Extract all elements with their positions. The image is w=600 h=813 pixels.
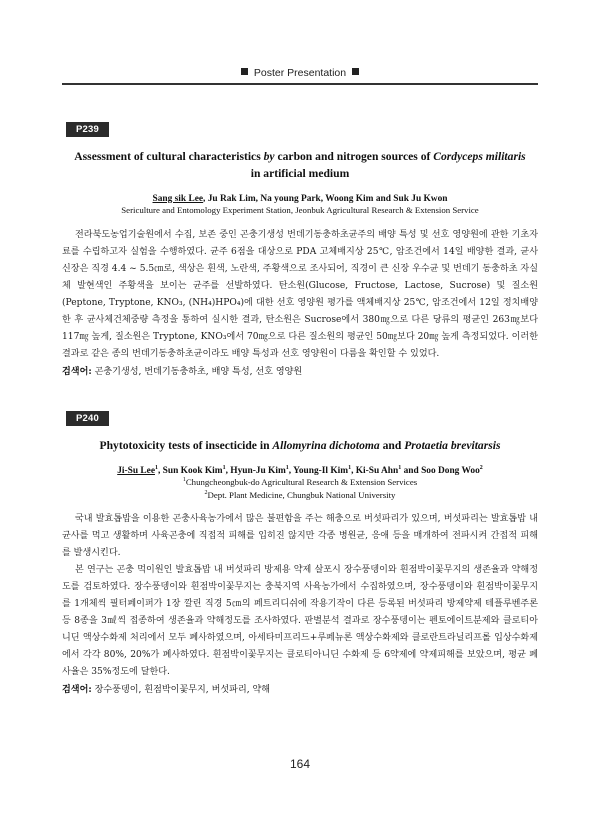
abstract-p240 — [62, 406, 538, 699]
page-header — [62, 67, 538, 79]
co-author: Ki-Su Ahn — [355, 466, 399, 476]
keywords-values: 장수풍뎅이, 흰점박이꽃무지, 버섯파리, 약해 — [91, 685, 271, 695]
abstract-code-badge: P239 — [66, 122, 109, 137]
presenting-author: Ji-Su Lee — [117, 466, 155, 476]
abstract-paragraph: 국내 발효톱밥을 이용한 곤충사육농가에서 많은 불편함을 주는 해충으로 버섯파리가 있으며, 버섯파리는 발효톱밥 내 균사를 먹고 생활하며 사육곤충에 직접적 피해를 입히진 않지만 각종 병원균, 응애 등을 매개하여 전파시켜 간접적 피해를 발생시킨다. — [62, 514, 538, 558]
keywords-values: 곤충기생성, 번데기동충하초, 배양 특성, 선호 영양원 — [91, 367, 303, 377]
affiliation: $^1$Chungcheongbuk-do Agricultural Research & Extension Services — [182, 477, 418, 487]
author-list — [62, 194, 538, 204]
affiliation: $^2$Dept. Plant Medicine, Chungbuk National University — [204, 490, 396, 500]
header-title: Poster Presentation — [253, 67, 347, 79]
co-authors: , Ju Rak Lim, Na young Park, Woong Kim and Suk Ju Kwon — [203, 194, 448, 204]
abstract-p239 — [62, 117, 538, 381]
keywords-label: 검색어: — [62, 366, 92, 377]
co-author: Hyun-Ju Kim — [230, 466, 286, 476]
square-bullet-icon — [241, 68, 248, 75]
abstract-body — [62, 227, 538, 363]
co-author: Sun Kook Kim — [162, 466, 223, 476]
abstract-title: Phytotoxicity tests of insecticide in Allomyrina dichotoma and Protaetia brevitarsis — [99, 439, 501, 452]
abstract-code-badge: P240 — [66, 411, 109, 426]
author-list: Ji-Su Lee$^1$, Sun Kook Kim$^1$, Hyun-Ju Kim$^1$, Young-Il Kim$^1$, Ki-Su Ahn$^1$ and Soo Dong Woo$^2$ — [117, 465, 483, 476]
co-author: Young-Il Kim — [293, 466, 349, 476]
square-bullet-icon — [352, 68, 359, 75]
affiliation: Sericulture and Entomology Experiment Station, Jeonbuk Agricultural Research & Extension Service — [121, 205, 479, 215]
keywords-label: 검색어: — [62, 684, 92, 695]
abstract-body — [62, 511, 538, 681]
co-author: Soo Dong Woo — [421, 466, 480, 476]
keywords-line — [62, 363, 538, 381]
keywords-line — [62, 681, 538, 699]
abstract-paragraph: 전라북도농업기술원에서 수집, 보존 중인 곤충기생성 번데기동충하초균주의 배양 특성 및 선호 영양원에 관한 기초자료를 수립하고자 실험을 수행하였다. 균주 6점을 대상으로 PDA 고체배지상 25℃, 암조건에서 14일 배양한 결과, 균사 신장은 직경 4.4 ~ 5.5㎝로, 색상은 흰색, 노란색, 주황색으로 조사되어, 직경이 큰 신장 우수균 및 번데기 동충하초 자실체 발현색인 주황색을 보이는 균주를 선발하였다. 탄소원(Glucose, Fructose, Lactose, Sucrose) 및 질소원(Peptone, Tryptone, KNO₃, (NH₄)HPO₄)에 대한 선호 영양원 평가를 액체배지상 25℃, 암조건에서 12일 정치배양한 후 균사체건체중량 측정을 통하여 실시한 결과, 탄소원은 Sucrose에서 380㎎으로 다른 당류의 평균인 263㎎보다 117㎎ 높게, 질소원은 Tryptone, KNO₃에서 70㎎으로 다른 질소원의 평균인 50㎎보다 20㎎ 높게 측정되었다. 이러한 결과로 같은 종의 번데기동충하초균이라도 배양 특성과 선호 영양원이 다름을 확인할 수 있었다. — [62, 230, 538, 359]
header-divider — [62, 83, 538, 85]
page-number: 164 — [289, 757, 311, 771]
abstract-title: Assessment of cultural characteristics by carbon and nitrogen sources of Cordyceps militaris in artificial medium — [74, 150, 526, 180]
abstract-paragraph: 본 연구는 곤충 먹이원인 발효톱밥 내 버섯파리 방제용 약제 살포시 장수풍뎅이와 흰점박이꽃무지의 생존율과 약해정도를 검토하였다. 장수풍뎅이와 흰점박이꽃무지는 충북지역 사육농가에서 수집하였으며, 장수풍뎅이와 흰점박이꽃무지를 1개체씩 필터페이퍼가 1장 깔린 직경 5㎝의 페트리디쉬에 작용기작이 다른 등록된 버섯파리 방제약제 테플루벤주론 등 8종을 3㎖씩 접종하여 생존율과 약해정도를 조사하였다. 판별분석 결과로 장수풍뎅이는 펜토에이트분제와 클로티아니딘 액상수화제 처리에서 모두 폐사하였으며, 아세타미프리드+루페뉴론 액상수화제와 클로란트라닐리프롤 입상수화제에서 각각 80%, 20%가 폐사하였다. 흰점박이꽃무지는 클로티아니딘 수화제 등 6약제에 약제피해를 보았으며, 평균 폐사율은 35%정도에 달한다. — [62, 565, 538, 677]
presenting-author: Sang sik Lee — [152, 194, 204, 204]
